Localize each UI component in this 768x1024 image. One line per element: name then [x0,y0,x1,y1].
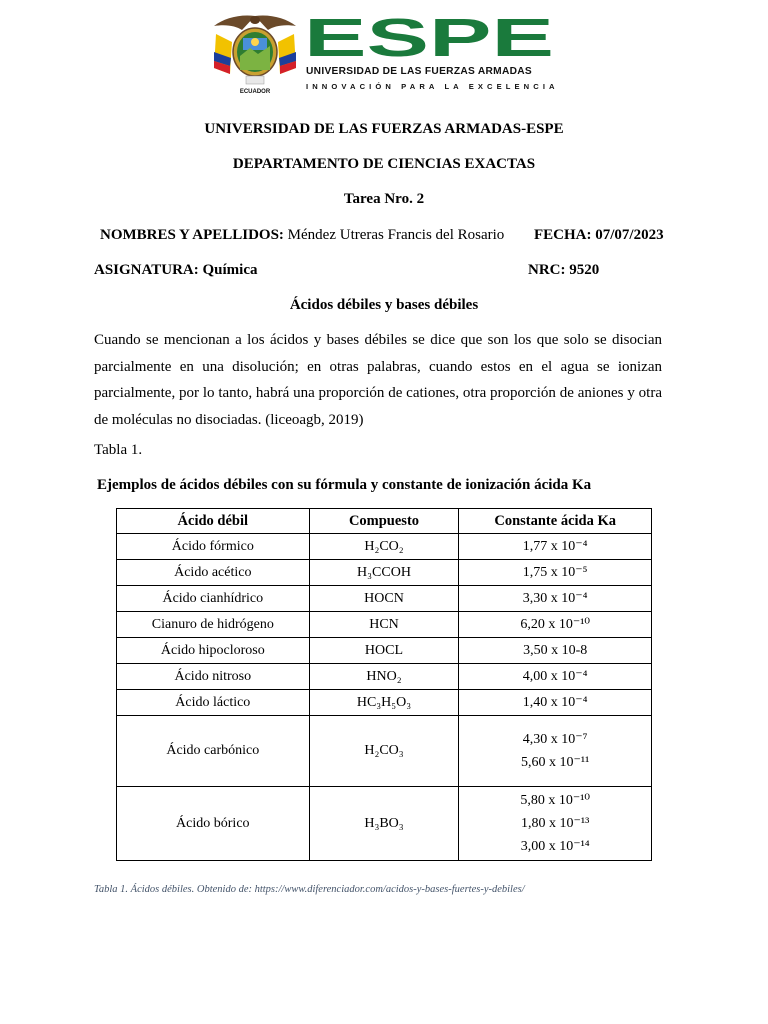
table-row [117,560,652,586]
table-row [117,716,652,787]
acid-formula: H₂CO₂ [309,534,459,560]
acid-name: Ácido bórico [117,787,310,861]
names-value: Méndez Utreras Francis del Rosario [287,227,505,243]
header-acid: Ácido débil [117,509,310,534]
date-label: FECHA: [534,227,592,243]
names-line [100,227,504,244]
acid-ka [459,612,652,638]
department-name: DEPARTAMENTO DE CIENCIAS EXACTAS [232,156,536,172]
ka-value: 3,00 x 10⁻¹⁴ [520,839,590,854]
acid-formula: HOCL [309,638,459,664]
date-value: 07/07/2023 [595,227,664,243]
weak-acids-table [116,508,652,861]
paragraph-text: Cuando se mencionan a los ácidos y bases débiles se dice que son los que solo se disocian parcialmente en una disolución; en otras palabras, cuando estos en el agua se ionizan parcialmente, por lo tanto, habrá una proporción de cationes, otra proporción de aniones y otra de moléculas no disociadas. (liceoagb, 2019) [94,332,662,428]
header-ka: Constante ácida Ka [459,509,652,534]
ecuador-coat-of-arms-icon [210,12,300,98]
university-header [210,12,560,98]
ka-value: 5,80 x 10⁻¹⁰ [520,793,591,808]
acid-ka [459,787,652,861]
section-title: Ácidos débiles y bases débiles [289,297,479,313]
university-motto: INNOVACIÓN PARA LA EXCELENCIA [306,82,559,91]
nrc-label: NRC: [528,262,566,278]
nrc-value: 9520 [569,262,600,278]
table-row [117,534,652,560]
ka-value: 3,30 x 10⁻⁴ [522,591,588,606]
espe-logo [302,12,564,98]
university-name: UNIVERSIDAD DE LAS FUERZAS ARMADAS-ESPE [204,121,564,137]
table-row [117,664,652,690]
acid-name: Ácido nitroso [117,664,310,690]
table-source-note: Tabla 1. Ácidos débiles. Obtenido de: https://www.diferenciador.com/acidos-y-bases-fuertes-y-debiles/ [94,884,525,895]
date-line [534,227,664,244]
subject-label: ASIGNATURA: [94,262,199,278]
body-paragraph [94,327,662,433]
ka-value: 1,80 x 10⁻¹³ [521,816,590,831]
acid-formula: HC₃H₅O₃ [309,690,459,716]
header-compound: Compuesto [309,509,459,534]
nrc-line [528,262,599,279]
table-header-row [117,509,652,534]
acid-formula: HNO₂ [309,664,459,690]
subject-line [94,262,257,279]
table-row [117,612,652,638]
names-label: NOMBRES Y APELLIDOS: [100,227,284,243]
acid-name: Ácido carbónico [117,716,310,787]
acid-name: Ácido cianhídrico [117,586,310,612]
acid-ka [459,638,652,664]
ka-value: 1,77 x 10⁻⁴ [522,539,588,554]
acid-ka [459,716,652,787]
ka-value: 3,50 x 10-8 [523,643,588,658]
svg-text:ECUADOR: ECUADOR [239,89,271,95]
table-caption: Ejemplos de ácidos débiles con su fórmula y constante de ionización ácida Ka [97,477,592,493]
assignment-title: Tarea Nro. 2 [343,191,425,207]
acid-formula: HCN [309,612,459,638]
table-row [117,787,652,861]
acid-ka [459,560,652,586]
table-label: Tabla 1. [94,442,143,458]
acid-ka [459,664,652,690]
table-row [117,690,652,716]
university-subtitle: UNIVERSIDAD DE LAS FUERZAS ARMADAS [306,66,533,77]
ka-value: 1,75 x 10⁻⁵ [522,565,588,580]
acid-formula: H₃BO₃ [309,787,459,861]
acid-name: Ácido acético [117,560,310,586]
subject-value: Química [202,262,258,278]
acid-formula: H₂CO₃ [309,716,459,787]
acid-ka [459,690,652,716]
table-row [117,638,652,664]
acid-name: Ácido fórmico [117,534,310,560]
ka-value: 5,60 x 10⁻¹¹ [521,755,590,770]
ka-value: 1,40 x 10⁻⁴ [522,695,588,710]
acid-formula: H₃CCOH [309,560,459,586]
acid-ka [459,586,652,612]
espe-wordmark [302,12,556,62]
acid-name: Ácido láctico [117,690,310,716]
acid-name: Ácido hipocloroso [117,638,310,664]
acid-name: Cianuro de hidrógeno [117,612,310,638]
svg-text:ESPE: ESPE [304,12,554,62]
acid-ka [459,534,652,560]
ka-value: 4,00 x 10⁻⁴ [522,669,588,684]
ka-value: 4,30 x 10⁻⁷ [522,732,588,747]
acid-formula: HOCN [309,586,459,612]
table-row [117,586,652,612]
ka-value: 6,20 x 10⁻¹⁰ [520,617,591,632]
